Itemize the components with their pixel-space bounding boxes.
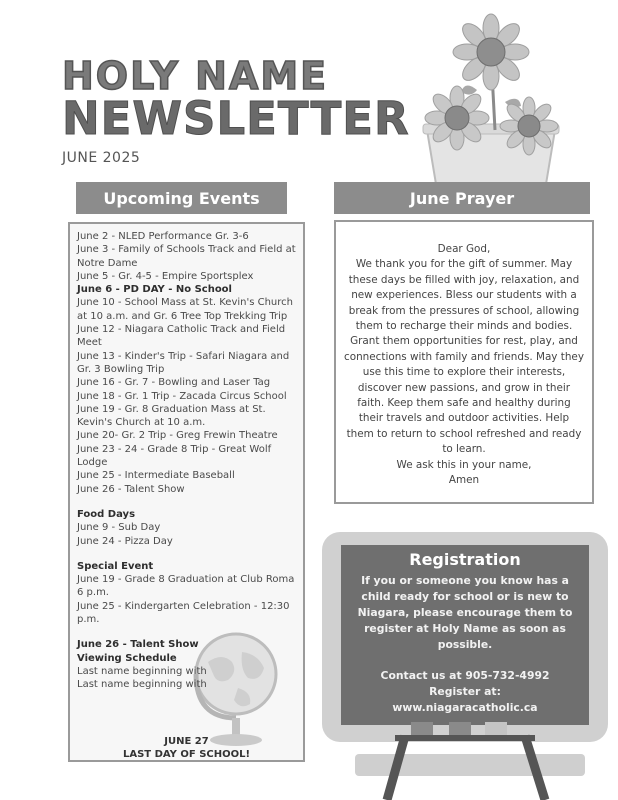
sunflower-vase-icon bbox=[405, 10, 580, 200]
event-item: June 16 - Gr. 7 - Bowling and Laser Tag bbox=[77, 377, 271, 389]
event-item: Last name beginning with bbox=[77, 679, 207, 691]
event-item: June 24 - Pizza Day bbox=[77, 535, 173, 547]
events-subheading: June 26 - Talent Show bbox=[77, 639, 199, 651]
event-item: June 12 - Niagara Catholic Track and Field Meet bbox=[77, 324, 286, 349]
events-spacer bbox=[77, 548, 299, 560]
event-item: June 23 - 24 - Grade 8 Trip - Great Wolf Lodge bbox=[77, 443, 272, 469]
last-day-notice bbox=[70, 735, 303, 761]
event-item: June 25 - Intermediate Baseball bbox=[77, 470, 235, 482]
event-item: June 2 - NLED Performance Gr. 3-6 bbox=[77, 231, 249, 242]
prayer-greeting: Dear God, bbox=[437, 243, 491, 255]
registration-contact: Contact us at 905-732-4992 bbox=[380, 669, 550, 682]
events-subheading: Special Event bbox=[77, 560, 154, 572]
prayer-panel bbox=[334, 220, 594, 504]
event-item: June 9 - Sub Day bbox=[77, 522, 161, 534]
prayer-body: We thank you for the gift of summer. May these days be filled with joy, relaxation, and new experiences. Bless our students with a break from the pressures of school, allowing them to recharge their minds and bodies. Grant them opportunities for rest, play, and connections with family and friends. May they use this time to explore their interests, discover new passions, and grow in their faith. Keep them safe and healthy during their travels and outdoor activities. Help them to return to school refreshed and ready to learn. bbox=[344, 258, 584, 456]
event-item: June 20- Gr. 2 Trip - Greg Frewin Theatre bbox=[77, 430, 278, 442]
june-prayer-heading: June Prayer bbox=[334, 182, 590, 214]
event-item: June 13 - Kinder's Trip - Safari Niagara and Gr. 3 Bowling Trip bbox=[77, 350, 290, 375]
newsletter-title-line1: HOLY NAME bbox=[62, 54, 329, 98]
last-day-label: LAST DAY OF SCHOOL! bbox=[122, 749, 251, 760]
events-list bbox=[77, 230, 299, 692]
events-subheading: June 6 - PD DAY - No School bbox=[77, 284, 232, 296]
newsletter-title-line2: NEWSLETTER bbox=[62, 92, 410, 145]
upcoming-events-heading: Upcoming Events bbox=[76, 182, 287, 214]
event-item: June 19 - Grade 8 Graduation at Club Roma 6 p.m. bbox=[77, 574, 295, 599]
prayer-text bbox=[344, 242, 584, 489]
event-item: June 19 - Gr. 8 Graduation Mass at St. Kevin's Church at 10 a.m. bbox=[77, 403, 266, 429]
registration-website[interactable]: www.niagaracatholic.ca bbox=[392, 701, 538, 714]
events-spacer bbox=[77, 626, 299, 638]
registration-heading: Registration bbox=[409, 550, 521, 569]
easel-icon bbox=[355, 722, 585, 800]
event-item: June 18 - Gr. 1 Trip - Zacada Circus School bbox=[77, 390, 287, 402]
registration-message: If you or someone you know has a child ready for school or is new to Niagara, please encourage them to register at Holy Name as soon as possible. bbox=[357, 574, 573, 651]
registration-register-label: Register at: bbox=[429, 685, 501, 698]
events-spacer bbox=[77, 496, 299, 508]
events-panel bbox=[68, 222, 305, 762]
events-subheading: Food Days bbox=[77, 508, 136, 520]
prayer-amen: Amen bbox=[448, 474, 480, 487]
last-day-date: JUNE 27 bbox=[164, 736, 209, 747]
registration-body bbox=[353, 573, 577, 716]
event-item: June 25 - Kindergarten Celebration - 12:30 p.m. bbox=[77, 600, 290, 626]
event-item: June 5 - Gr. 4-5 - Empire Sportsplex bbox=[77, 270, 254, 282]
event-item: Last name beginning with bbox=[77, 665, 207, 677]
event-item: June 3 - Family of Schools Track and Field at Notre Dame bbox=[77, 244, 296, 269]
newsletter-date: JUNE 2025 bbox=[62, 150, 141, 166]
event-item: June 10 - School Mass at St. Kevin's Church at 10 a.m. and Gr. 6 Tree Top Trekking Trip bbox=[77, 297, 294, 322]
events-subheading: Viewing Schedule bbox=[77, 652, 177, 664]
event-item: June 26 - Talent Show bbox=[77, 483, 185, 495]
registration-board bbox=[341, 545, 589, 725]
prayer-closing: We ask this in your name, bbox=[396, 458, 532, 471]
